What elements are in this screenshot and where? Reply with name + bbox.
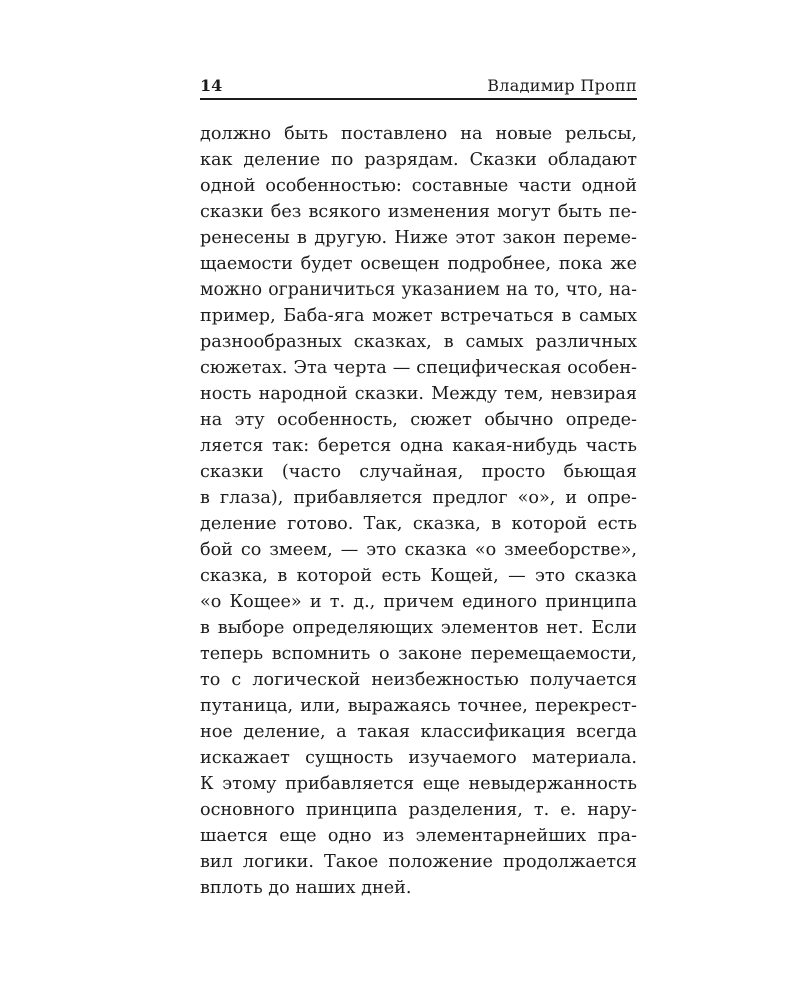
- text-line: ность народной сказки. Между тем, невзирая: [200, 384, 637, 404]
- text-line: вплоть до наших дней.: [200, 878, 412, 898]
- text-line: вил логики. Такое положение продолжается: [200, 852, 637, 872]
- text-line: на эту особенность, сюжет обычно опреде-: [200, 410, 637, 430]
- text-line: ное деление, а такая классификация всегда: [200, 722, 637, 742]
- text-line: одной особенностью: составные части одной: [200, 176, 637, 196]
- text-line: ренесены в другую. Ниже этот закон переме-: [200, 228, 637, 248]
- text-line: можно ограничиться указанием на то, что, на-: [200, 280, 637, 300]
- text-line: в глаза), прибавляется предлог «о», и опре-: [200, 488, 637, 508]
- text-line: разнообразных сказках, в самых различных: [200, 332, 637, 352]
- text-line: как деление по разрядам. Сказки обладают: [200, 150, 637, 170]
- text-line: сюжетах. Эта черта — специфическая особен-: [200, 358, 637, 378]
- text-line: искажает сущность изучаемого материала.: [200, 748, 637, 768]
- text-line: сказки (часто случайная, просто бьющая: [200, 462, 637, 482]
- text-line: сказка, в которой есть Кощей, — это сказка: [200, 566, 637, 586]
- text-line: в выборе определяющих элементов нет. Если: [200, 618, 637, 638]
- page-number: 14: [200, 76, 223, 95]
- text-line: бой со змеем, — это сказка «о змееборстве»,: [200, 540, 637, 560]
- text-line: пример, Баба-яга может встречаться в самых: [200, 306, 637, 326]
- text-line: теперь вспомнить о законе перемещаемости,: [200, 644, 637, 664]
- text-line: щаемости будет освещен подробнее, пока же: [200, 254, 637, 274]
- running-header: [200, 72, 637, 100]
- text-line: «о Кощее» и т. д., причем единого принципа: [200, 592, 637, 612]
- text-line: основного принципа разделения, т. е. нару-: [200, 800, 637, 820]
- text-line: сказки без всякого изменения могут быть пе-: [200, 202, 637, 222]
- text-line: то с логической неизбежностью получается: [200, 670, 637, 690]
- text-line: деление готово. Так, сказка, в которой есть: [200, 514, 637, 534]
- running-title-author: Владимир Пропп: [487, 76, 637, 95]
- text-line: К этому прибавляется еще невыдержанность: [200, 774, 637, 794]
- text-line: ляется так: берется одна какая-нибудь часть: [200, 436, 637, 456]
- text-line: шается еще одно из элементарнейших пра-: [200, 826, 637, 846]
- text-line: должно быть поставлено на новые рельсы,: [200, 124, 637, 144]
- body-text: [200, 121, 637, 901]
- text-line: путаница, или, выражаясь точнее, перекрест-: [200, 696, 637, 716]
